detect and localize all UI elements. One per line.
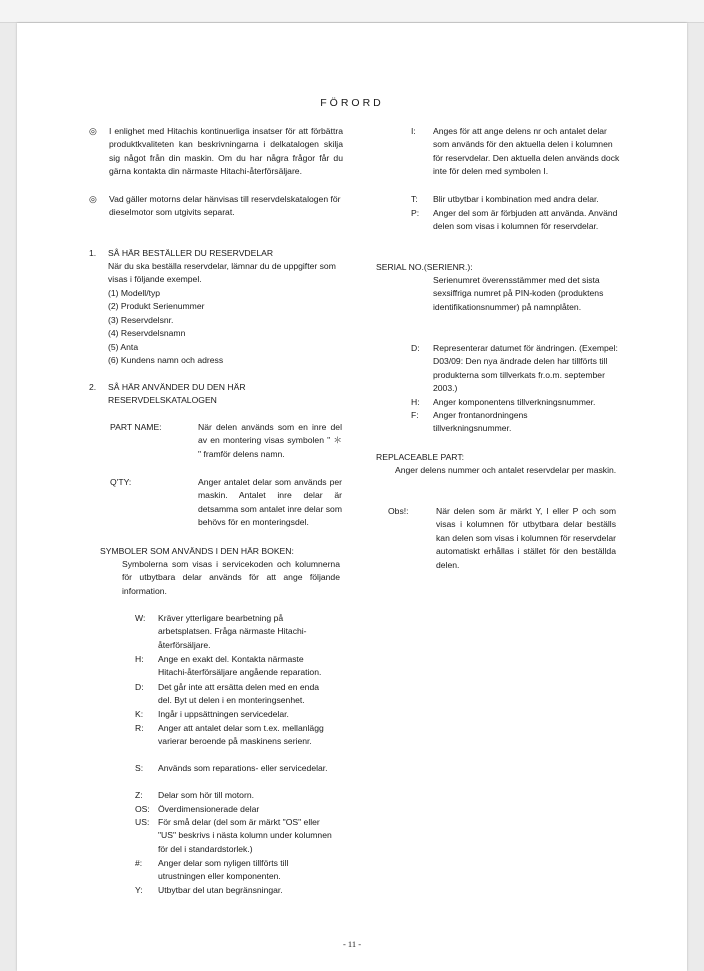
code-label: H: (135, 654, 144, 664)
code-label: US: (135, 817, 150, 827)
code-label: F: (411, 410, 419, 420)
code-label: P: (411, 208, 420, 218)
code-label: K: (135, 709, 144, 719)
code-description: Används som reparations- eller servicedelar. (158, 763, 328, 773)
replaceable-heading: REPLACEABLE PART: (376, 452, 465, 462)
code-description: Representerar datumet för ändringen. (Exempel: D03/09: Den nya ändrade delen har tillförts till produkterna som tillverkats fr.o.m. september 2003.) (433, 343, 618, 394)
code-description: Blir utbytbar i kombination med andra delar. (433, 194, 599, 204)
qty-label: Q'TY: (110, 477, 132, 487)
section-heading (108, 381, 246, 408)
section-heading-line: RESERVDELSKATALOGEN (108, 395, 217, 406)
code-description: Delar som hör till motorn. (158, 790, 254, 800)
code-description: Anger delar som nyligen tillförts till utrustningen eller komponenten. (158, 858, 289, 882)
symbols-heading: SYMBOLER SOM ANVÄNDS I DEN HÄR BOKEN: (100, 546, 294, 556)
document-page (17, 23, 687, 971)
code-description: Anger att antalet delar som t.ex. mellanlägg varierar beroende på maskinens serienr. (158, 723, 324, 747)
serial-text: Serienumret överensstämmer med det sista sexsiffriga numret på PIN-koden (produktens identifikationsnummer) på namnplåten. (433, 275, 604, 312)
page-number: - 11 - (342, 939, 362, 949)
obs-text: När delen som är märkt Y, I eller P och som visas i kolumnen för utbytbara delar beställs kan delen som visas i kolumnen för reservdelar automatiskt erhållas i stället för den beställda delen. (436, 506, 616, 570)
code-description: Anger del som är förbjuden att använda. Använd delen som visas i kolumnen för reservdelar. (433, 208, 618, 232)
code-description: Det går inte att ersätta delen med en enda del. Byt ut delen i en monteringsenhet. (158, 682, 319, 706)
code-label: R: (135, 723, 144, 733)
code-description: Ange en exakt del. Kontakta närmaste Hitachi-återförsäljare angående reparation. (158, 654, 322, 678)
code-label: W: (135, 613, 146, 623)
serial-heading: SERIAL NO.(SERIENR.): (376, 262, 473, 272)
part-name-label: PART NAME: (110, 422, 162, 432)
section-heading: SÅ HÄR BESTÄLLER DU RESERVDELAR (108, 248, 274, 258)
code-description: Kräver ytterligare bearbetning på arbetsplatsen. Fråga närmaste Hitachi-återförsäljare. (158, 613, 307, 650)
code-description: Anges för att ange delens nr och antalet delar som används för den aktuella delen i kolumnen för reservdelar. Den aktuella delen används dock inte för delen med symbolen I. (433, 126, 620, 177)
code-label: #: (135, 858, 143, 868)
obs-label: Obs!: (388, 506, 409, 516)
code-description: Anger komponentens tillverkningsnummer. (433, 397, 596, 407)
section-number: 2. (89, 382, 97, 392)
symbols-intro: Symbolerna som visas i servicekoden och kolumnerna för utbytbara delar används för att ange följande information. (122, 559, 340, 596)
code-label: Y: (135, 885, 143, 895)
code-label: D: (411, 343, 420, 353)
list-item: (2) Produkt Serienummer (108, 301, 205, 312)
list-item: (3) Reservdelsnr. (108, 314, 174, 325)
order-item-list (108, 287, 223, 367)
code-label: Z: (135, 790, 143, 800)
code-label: I: (411, 126, 416, 136)
code-description: Anger frontanordningens tillverkningsnummer. (433, 410, 528, 434)
section-text: När du ska beställa reservdelar, lämnar du de uppgifter som visas i följande exempel. (108, 261, 336, 285)
part-name-text: När delen används som en inre del av en montering visas symbolen " ＊ " framför delens namn. (198, 422, 342, 459)
intro-paragraph: I enlighet med Hitachis kontinuerliga insatser för att förbättra produktkvaliteten kan beskrivningarna i delkatalogen skilja sig något från din maskin. Om du har några frågor får du gärna kontakta din närmaste Hitachi-återförsäljare. (109, 126, 343, 177)
page-title: FÖRORD (320, 97, 384, 109)
code-label: S: (135, 763, 144, 773)
replaceable-text: Anger delens nummer och antalet reservdelar per maskin. (395, 465, 617, 475)
bullet-icon: ◎ (89, 126, 97, 136)
list-item: (6) Kundens namn och adress (108, 355, 224, 366)
viewer-toolbar (0, 0, 704, 23)
list-item: (4) Reservdelsnamn (108, 328, 186, 339)
code-label: H: (411, 397, 420, 407)
section-heading-line: SÅ HÄR ANVÄNDER DU DEN HÄR (108, 382, 246, 392)
code-description: Ingår i uppsättningen servicedelar. (158, 709, 289, 719)
code-description: För små delar (del som är märkt "OS" eller "US" beskrivs i nästa kolumn under kolumnen för del i standardstorlek.) (158, 817, 332, 854)
code-label: T: (411, 194, 418, 204)
code-description: Överdimensionerade delar (158, 804, 260, 814)
qty-text: Anger antalet delar som används per maskin. Antalet inre delar är detsamma som antalet inre delar som behövs för en monteringsdel. (198, 477, 342, 528)
code-description: Utbytbar del utan begränsningar. (158, 885, 283, 895)
list-item: (1) Modell/typ (108, 288, 161, 298)
bullet-icon: ◎ (89, 194, 97, 204)
code-label: D: (135, 682, 144, 692)
section-number: 1. (89, 248, 97, 258)
intro-paragraph: Vad gäller motorns delar hänvisas till reservdelskatalogen för dieselmotor som utgivits separat. (109, 194, 341, 218)
list-item: (5) Anta (108, 341, 139, 352)
code-label: OS: (135, 804, 150, 814)
